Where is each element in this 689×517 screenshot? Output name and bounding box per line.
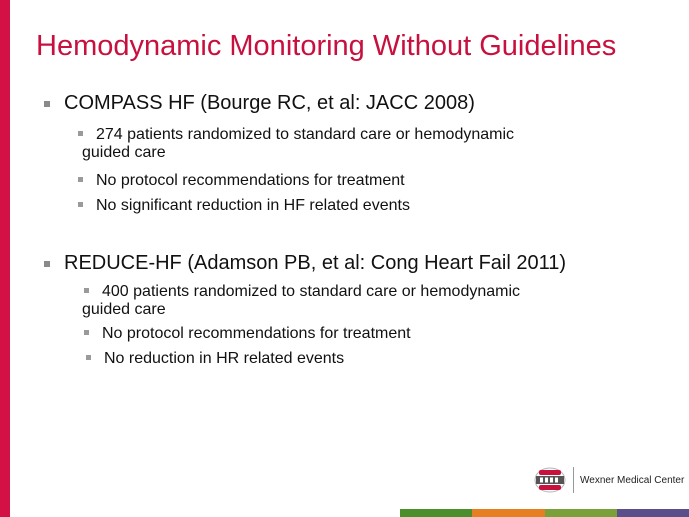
- left-accent-bar: [0, 0, 10, 517]
- sub-bullet-text: 274 patients randomized to standard care or hemodynamic: [96, 126, 515, 143]
- sub-bullet-text: No protocol recommendations for treatment: [102, 325, 411, 342]
- footer-color-bar: [10, 509, 689, 517]
- footer-bar-blank: [10, 509, 400, 517]
- logo-text: Wexner Medical Center: [580, 474, 685, 486]
- footer-bar-lime: [545, 509, 617, 517]
- sub-bullet-marker: [84, 288, 89, 293]
- footer-bar-purple: [617, 509, 689, 517]
- sub-bullet-marker: [78, 131, 83, 136]
- footer-bar-orange: [472, 509, 544, 517]
- sub-bullet-marker: [86, 355, 91, 360]
- ohio-state-logo-icon: [533, 466, 567, 494]
- bullet-marker: [44, 101, 50, 107]
- bullet-marker: [44, 261, 50, 267]
- footer-bar-green: [400, 509, 472, 517]
- sub-bullet-marker: [78, 202, 83, 207]
- sub-bullet-text: No protocol recommendations for treatment: [96, 172, 405, 189]
- institution-logo: [533, 466, 684, 494]
- sub-bullet-text-continued: guided care: [82, 301, 166, 318]
- sub-bullet-marker: [84, 330, 89, 335]
- section-heading-compass: COMPASS HF (Bourge RC, et al: JACC 2008): [64, 92, 475, 114]
- section-heading-reduce-hf: REDUCE-HF (Adamson PB, et al: Cong Heart Fail 2011): [64, 252, 567, 274]
- logo-divider: [573, 467, 574, 493]
- sub-bullet-text: 400 patients randomized to standard care or hemodynamic: [102, 283, 521, 300]
- sub-bullet-marker: [78, 177, 83, 182]
- sub-bullet-text-continued: guided care: [82, 144, 166, 161]
- sub-bullet-text: No significant reduction in HF related events: [96, 197, 410, 214]
- slide-title: Hemodynamic Monitoring Without Guidelines: [36, 30, 617, 62]
- sub-bullet-text: No reduction in HR related events: [104, 350, 345, 367]
